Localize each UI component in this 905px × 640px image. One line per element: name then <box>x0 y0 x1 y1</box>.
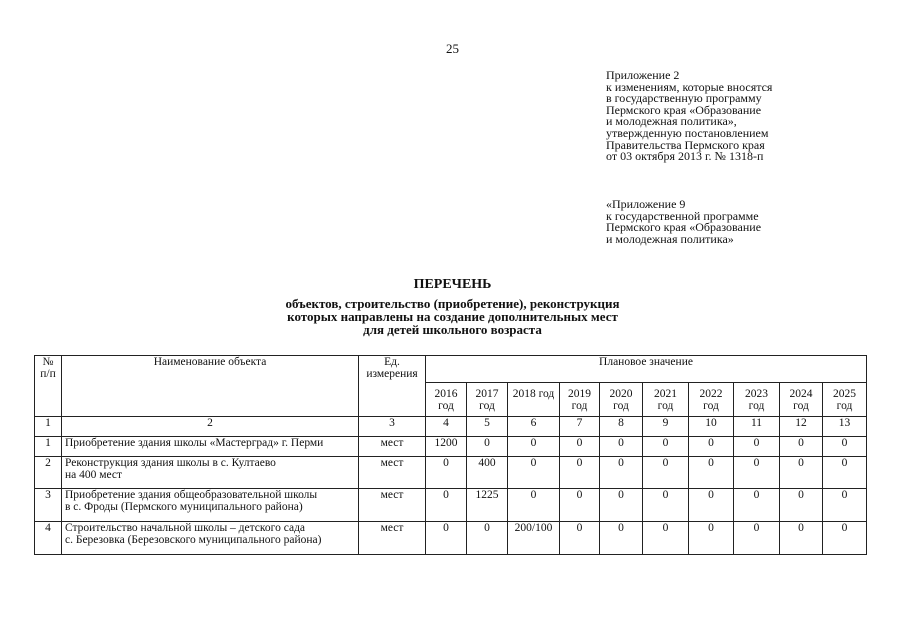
appendix-line: и молодежная политика» <box>606 231 734 246</box>
subtitle-line: объектов, строительство (приобретение), реконструкция <box>285 296 620 311</box>
value-cell: 0 <box>560 457 600 489</box>
value-cell: 0 <box>780 437 823 457</box>
row-number: 2 <box>35 457 62 489</box>
attachment-line: Приложение 2 <box>606 68 680 82</box>
value-cell: 0 <box>467 522 508 555</box>
value-cell: 0 <box>780 457 823 489</box>
unit-cell: мест <box>359 489 426 522</box>
year-header-text: год <box>836 400 853 412</box>
year-header-text: 2021 <box>654 388 677 400</box>
year-header-2 <box>508 383 560 417</box>
appendix-note <box>606 199 761 245</box>
table-body <box>35 437 867 555</box>
year-header-text: 2017 <box>475 388 499 400</box>
table-row <box>35 457 867 489</box>
column-number-cell: 5 <box>467 417 508 437</box>
year-header-5 <box>643 383 689 417</box>
attachment-line: утвержденную постановлением <box>606 125 769 140</box>
year-header-text: год <box>703 400 719 412</box>
object-name <box>62 457 359 489</box>
value-cell: 0 <box>643 489 689 522</box>
year-header-text: год <box>793 400 809 412</box>
year-header-text: год <box>748 400 765 412</box>
column-number-cell: 13 <box>823 417 867 437</box>
value-cell: 0 <box>689 489 734 522</box>
year-header-text: 2023 <box>745 388 768 400</box>
year-header-text: 2024 <box>789 388 813 400</box>
column-number-cell: 4 <box>426 417 467 437</box>
value-cell: 0 <box>823 522 867 555</box>
column-number-cell: 9 <box>643 417 689 437</box>
column-number-cell: 6 <box>508 417 560 437</box>
year-header-8 <box>780 383 823 417</box>
year-header-9 <box>823 383 867 417</box>
col-unit-header <box>359 356 426 417</box>
year-header-text: год <box>613 400 629 412</box>
attachment-line: Пермского края «Образование <box>606 102 762 117</box>
value-cell: 0 <box>600 457 643 489</box>
year-header-text: 2020 <box>609 388 633 400</box>
value-cell: 0 <box>560 489 600 522</box>
value-cell: 200/100 <box>508 522 560 555</box>
column-number-cell: 1 <box>35 417 62 437</box>
year-header-1 <box>467 383 508 417</box>
value-cell: 1200 <box>426 437 467 457</box>
year-header-text: год <box>479 400 495 412</box>
value-cell: 0 <box>426 457 467 489</box>
column-number-cell: 7 <box>560 417 600 437</box>
header-text: п/п <box>40 368 56 380</box>
value-cell: 0 <box>780 489 823 522</box>
row-number: 4 <box>35 522 62 555</box>
year-header-6 <box>689 383 734 417</box>
column-number-cell: 2 <box>62 417 359 437</box>
value-cell: 0 <box>600 489 643 522</box>
header-text: Ед. <box>384 356 400 368</box>
value-cell: 0 <box>689 522 734 555</box>
value-cell: 0 <box>643 437 689 457</box>
value-cell: 0 <box>508 437 560 457</box>
column-number-cell: 8 <box>600 417 643 437</box>
year-header-text: год <box>438 400 454 412</box>
row-number: 1 <box>35 437 62 457</box>
year-header-text: год <box>657 400 674 412</box>
row-number: 3 <box>35 489 62 522</box>
value-cell: 0 <box>689 437 734 457</box>
value-cell: 0 <box>823 489 867 522</box>
column-number-cell: 12 <box>780 417 823 437</box>
column-number-cell: 10 <box>689 417 734 437</box>
col-plan-header: Плановое значение <box>426 356 867 383</box>
value-cell: 0 <box>734 437 780 457</box>
table-row <box>35 489 867 522</box>
attachment-line: к изменениям, которые вносятся <box>606 79 773 94</box>
year-header-text: 2022 <box>699 388 723 400</box>
attachment-line: от 03 октября 2013 г. № 1318-п <box>606 149 764 164</box>
year-header-3 <box>560 383 600 417</box>
object-name-line: в с. Фроды (Пермского муниципального района) <box>65 501 303 513</box>
attachment-note <box>606 70 772 163</box>
document-subtitle <box>0 297 905 336</box>
appendix-line: Пермского края «Образование <box>606 220 762 235</box>
table-row <box>35 437 867 457</box>
year-header-text: 2018 год <box>512 388 555 400</box>
col-name-header: Наименование объекта <box>62 356 359 417</box>
value-cell: 1225 <box>467 489 508 522</box>
value-cell: 0 <box>689 457 734 489</box>
value-cell: 0 <box>467 437 508 457</box>
value-cell: 0 <box>600 437 643 457</box>
year-header-4 <box>600 383 643 417</box>
year-header-text: 2019 <box>568 388 591 400</box>
attachment-line: Правительства Пермского края <box>606 137 765 152</box>
subtitle-line: для детей школьного возраста <box>363 322 542 337</box>
year-header-text: 2016 <box>434 388 458 400</box>
value-cell: 0 <box>600 522 643 555</box>
table-row <box>35 522 867 555</box>
value-cell: 0 <box>734 489 780 522</box>
value-cell: 0 <box>643 522 689 555</box>
attachment-line: в государственную программу <box>606 91 762 106</box>
header-text: измерения <box>366 368 418 380</box>
document-title: ПЕРЕЧЕНЬ <box>413 277 492 292</box>
objects-table <box>34 355 867 555</box>
object-name-line: с. Березовка (Березовского муниципального района) <box>65 534 322 546</box>
value-cell: 400 <box>467 457 508 489</box>
value-cell: 0 <box>508 489 560 522</box>
object-name <box>62 522 359 555</box>
unit-cell: мест <box>359 522 426 555</box>
column-number-cell: 3 <box>359 417 426 437</box>
appendix-line: «Приложение 9 <box>606 197 686 211</box>
unit-cell: мест <box>359 457 426 489</box>
year-header-text: 2025 <box>833 388 856 400</box>
object-name-line: Приобретение здания общеобразовательной школы <box>65 489 318 501</box>
object-name-line: Приобретение здания школы «Мастерград» г. Перми <box>65 437 324 449</box>
appendix-line: к государственной программе <box>606 208 759 223</box>
value-cell: 0 <box>823 457 867 489</box>
subtitle-line: которых направлены на создание дополнительных мест <box>287 309 618 324</box>
column-number-row <box>35 417 867 437</box>
year-header-7 <box>734 383 780 417</box>
value-cell: 0 <box>560 437 600 457</box>
value-cell: 0 <box>734 522 780 555</box>
object-name <box>62 437 359 457</box>
value-cell: 0 <box>734 457 780 489</box>
unit-cell: мест <box>359 437 426 457</box>
value-cell: 0 <box>560 522 600 555</box>
col-num-header <box>35 356 62 417</box>
value-cell: 0 <box>508 457 560 489</box>
year-header-0 <box>426 383 467 417</box>
column-number-cell: 11 <box>734 417 780 437</box>
object-name-line: на 400 мест <box>65 469 123 481</box>
value-cell: 0 <box>426 522 467 555</box>
attachment-line: и молодежная политика», <box>606 114 737 129</box>
object-name-line: Реконструкция здания школы в с. Култаево <box>65 457 276 469</box>
object-name-line: Строительство начальной школы – детского сада <box>65 522 306 534</box>
value-cell: 0 <box>780 522 823 555</box>
header-text: № <box>42 356 54 368</box>
header-row <box>35 356 867 383</box>
value-cell: 0 <box>426 489 467 522</box>
object-name <box>62 489 359 522</box>
year-header-text: год <box>571 400 588 412</box>
page-number: 25 <box>446 41 459 56</box>
value-cell: 0 <box>823 437 867 457</box>
value-cell: 0 <box>643 457 689 489</box>
